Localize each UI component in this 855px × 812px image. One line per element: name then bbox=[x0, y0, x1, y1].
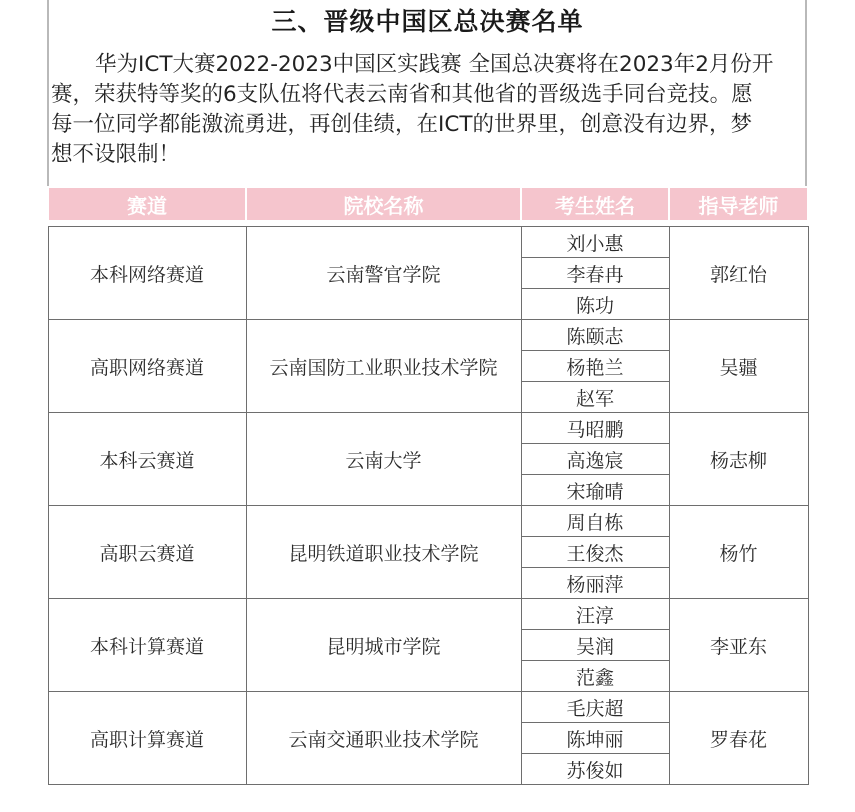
intro-paragraph bbox=[51, 50, 803, 170]
track-cell: 本科云赛道 bbox=[48, 413, 246, 506]
school-cell: 云南警官学院 bbox=[246, 227, 521, 320]
student-cell: 周自栋 bbox=[521, 506, 669, 537]
header-track: 赛道 bbox=[48, 187, 246, 221]
intro-line: 想不设限制！ bbox=[51, 142, 181, 167]
section-title: 三、晋级中国区总决赛名单 bbox=[271, 7, 584, 36]
student-cell: 杨丽萍 bbox=[521, 568, 669, 599]
header-school: 院校名称 bbox=[246, 187, 521, 221]
header-student: 考生姓名 bbox=[521, 187, 669, 221]
school-cell: 云南交通职业技术学院 bbox=[246, 692, 521, 785]
student-cell: 范鑫 bbox=[521, 661, 669, 692]
student-cell: 李春冉 bbox=[521, 258, 669, 289]
finalists-table bbox=[47, 186, 809, 785]
teacher-cell: 罗春花 bbox=[669, 692, 808, 785]
intro-line: 赛，荣获特等奖的6支队伍将代表云南省和其他省的晋级选手同台竞技。愿 bbox=[51, 82, 753, 107]
student-cell: 杨艳兰 bbox=[521, 351, 669, 382]
table-row bbox=[48, 413, 808, 444]
table-row bbox=[48, 227, 808, 258]
intro-line: 华为ICT大赛2022-2023中国区实践赛 全国总决赛将在2023年2月份开 bbox=[95, 52, 774, 77]
teacher-cell: 郭红怡 bbox=[669, 227, 808, 320]
student-cell: 刘小惠 bbox=[521, 227, 669, 258]
school-cell: 云南国防工业职业技术学院 bbox=[246, 320, 521, 413]
school-cell: 昆明城市学院 bbox=[246, 599, 521, 692]
student-cell: 陈坤丽 bbox=[521, 723, 669, 754]
table-body bbox=[48, 221, 808, 785]
student-cell: 陈颐志 bbox=[521, 320, 669, 351]
intro-line: 每一位同学都能激流勇进，再创佳绩，在ICT的世界里，创意没有边界，梦 bbox=[51, 112, 752, 137]
teacher-cell: 李亚东 bbox=[669, 599, 808, 692]
teacher-cell: 杨志柳 bbox=[669, 413, 808, 506]
student-cell: 陈功 bbox=[521, 289, 669, 320]
header-teacher: 指导老师 bbox=[669, 187, 808, 221]
table-row bbox=[48, 692, 808, 723]
student-cell: 高逸宸 bbox=[521, 444, 669, 475]
track-cell: 本科网络赛道 bbox=[48, 227, 246, 320]
track-cell: 高职网络赛道 bbox=[48, 320, 246, 413]
table-row bbox=[48, 320, 808, 351]
student-cell: 苏俊如 bbox=[521, 754, 669, 785]
teacher-cell: 吴疆 bbox=[669, 320, 808, 413]
track-cell: 高职计算赛道 bbox=[48, 692, 246, 785]
table-row bbox=[48, 599, 808, 630]
table-header-row bbox=[48, 187, 808, 221]
track-cell: 本科计算赛道 bbox=[48, 599, 246, 692]
student-cell: 宋瑜晴 bbox=[521, 475, 669, 506]
student-cell: 汪淳 bbox=[521, 599, 669, 630]
track-cell: 高职云赛道 bbox=[48, 506, 246, 599]
student-cell: 吴润 bbox=[521, 630, 669, 661]
student-cell: 毛庆超 bbox=[521, 692, 669, 723]
school-cell: 昆明铁道职业技术学院 bbox=[246, 506, 521, 599]
student-cell: 王俊杰 bbox=[521, 537, 669, 568]
table-row bbox=[48, 506, 808, 537]
teacher-cell: 杨竹 bbox=[669, 506, 808, 599]
student-cell: 马昭鹏 bbox=[521, 413, 669, 444]
student-cell: 赵军 bbox=[521, 382, 669, 413]
school-cell: 云南大学 bbox=[246, 413, 521, 506]
